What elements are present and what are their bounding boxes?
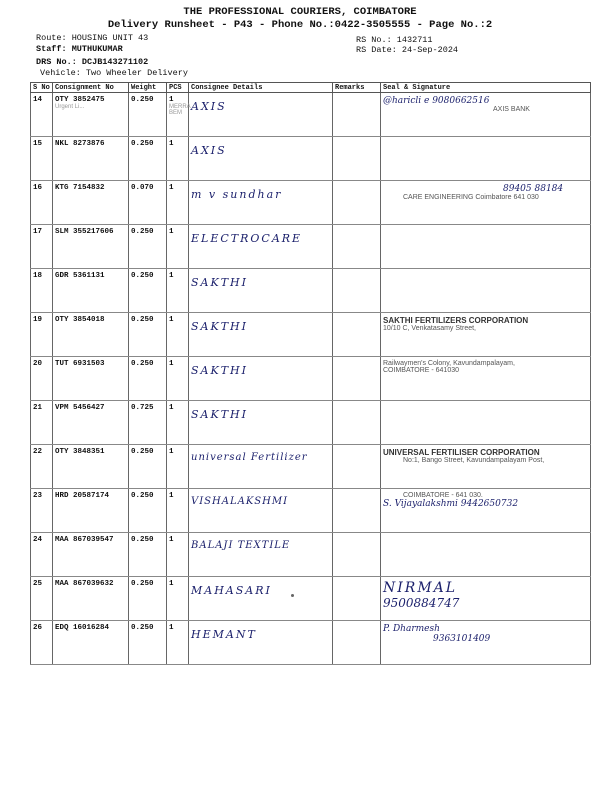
cell-consignment: OTY 3854018 (53, 313, 129, 357)
cell-consignee (189, 225, 333, 269)
cell-seal (381, 93, 591, 137)
cell-remarks (333, 93, 381, 137)
cell-sno: 21 (31, 401, 53, 445)
cell-consignee (189, 313, 333, 357)
cell-weight: 0.250 (129, 621, 167, 665)
rs-no-label: RS No.: 1432711 (356, 35, 433, 45)
col-consignee: Consignee Details (189, 83, 333, 93)
staff-label: Staff: MUTHUKUMAR (36, 44, 123, 54)
cell-pcs: 1 (167, 181, 189, 225)
cell-seal (381, 489, 591, 533)
cell-pcs: 1 (167, 489, 189, 533)
table-row (31, 181, 591, 225)
consignee-handwriting: AXIS (191, 100, 227, 113)
table-row (31, 621, 591, 665)
cell-pcs: 1 (167, 533, 189, 577)
consignee-handwriting: VISHALAKSHMI (191, 496, 289, 507)
cell-sno: 26 (31, 621, 53, 665)
cell-pcs: 1 (167, 621, 189, 665)
stamp-text: 10/10 C, Venkatasamy Street, (383, 325, 476, 332)
stamp-text: Railwaymen's Colony, Kavundampalayam, (383, 360, 515, 367)
cell-weight: 0.070 (129, 181, 167, 225)
col-weight: Weight (129, 83, 167, 93)
consignee-handwriting: SAKTHI (191, 320, 248, 333)
cell-weight: 0.250 (129, 489, 167, 533)
signature: NIRMAL (383, 580, 458, 596)
signature: S. Vijayalakshmi 9442650732 (383, 499, 519, 509)
cell-seal (381, 137, 591, 181)
cell-remarks (333, 489, 381, 533)
table-row (31, 445, 591, 489)
rs-date-label: RS Date: 24-Sep-2024 (356, 45, 459, 55)
consignee-handwriting: HEMANT (191, 628, 257, 641)
table-row (31, 357, 591, 401)
cell-sno: 18 (31, 269, 53, 313)
cell-pcs: 1 (167, 357, 189, 401)
table-row (31, 533, 591, 577)
cell-pcs: 1 (167, 137, 189, 181)
cell-remarks (333, 225, 381, 269)
table-row (31, 401, 591, 445)
cell-sno: 16 (31, 181, 53, 225)
cell-sno: 25 (31, 577, 53, 621)
cell-remarks (333, 137, 381, 181)
table-row (31, 93, 591, 137)
consignee-handwriting: AXIS (191, 144, 227, 157)
cell-consignment: MAA 867039632 (53, 577, 129, 621)
stamp-text: UNIVERSAL FERTILISER CORPORATION (383, 448, 540, 457)
ghost-text: MERRA (169, 104, 191, 110)
ghost-text: Urgent Li... (55, 104, 85, 110)
cell-sno: 22 (31, 445, 53, 489)
cell-remarks (333, 577, 381, 621)
cell-consignment: SLM 355217606 (53, 225, 129, 269)
cell-sno: 23 (31, 489, 53, 533)
cell-pcs: 1 (167, 577, 189, 621)
runsheet-table (30, 82, 591, 665)
runsheet-title: Delivery Runsheet - P43 - Phone No.:0422-3505555 - Page No.:2 (107, 19, 493, 31)
cell-seal (381, 577, 591, 621)
cell-seal (381, 533, 591, 577)
cell-consignment: GDR 5361131 (53, 269, 129, 313)
cell-consignee (189, 269, 333, 313)
table-row (31, 269, 591, 313)
cell-sno: 20 (31, 357, 53, 401)
cell-consignee (189, 93, 333, 137)
consignee-handwriting: BALAJI TEXTILE (191, 540, 291, 551)
cell-seal (381, 181, 591, 225)
cell-consignment: EDQ 16016284 (53, 621, 129, 665)
drs-label: DRS No.: DCJB143271102 (36, 57, 149, 67)
consignee-handwriting: MAHASARI (191, 584, 272, 597)
col-consignment: Consignment No (53, 83, 129, 93)
table-row (31, 313, 591, 357)
table-row (31, 489, 591, 533)
signature: 9500884747 (383, 596, 460, 610)
consignment-no: OTY 3852475 (55, 96, 105, 104)
cell-consignee (189, 621, 333, 665)
cell-remarks (333, 357, 381, 401)
signature: @haricli e 9080662516 (383, 96, 490, 106)
cell-pcs: 1 (167, 401, 189, 445)
table-header-row (31, 83, 591, 93)
cell-remarks (333, 181, 381, 225)
col-seal: Seal & Signature (381, 83, 591, 93)
cell-weight: 0.725 (129, 401, 167, 445)
cell-pcs: 1 (167, 269, 189, 313)
cell-seal (381, 621, 591, 665)
cell-weight: 0.250 (129, 137, 167, 181)
consignee-handwriting: SAKTHI (191, 408, 248, 421)
cell-weight: 0.250 (129, 225, 167, 269)
cell-remarks (333, 401, 381, 445)
cell-consignee (189, 533, 333, 577)
col-pcs: PCS (167, 83, 189, 93)
cell-consignee (189, 577, 333, 621)
stamp-text: COIMBATORE - 641030 (383, 367, 459, 374)
cell-consignment (53, 93, 129, 137)
company-title: THE PROFESSIONAL COURIERS, COIMBATORE (183, 6, 417, 18)
stray-dot (291, 594, 294, 597)
col-remarks: Remarks (333, 83, 381, 93)
cell-consignment: MAA 867039547 (53, 533, 129, 577)
cell-weight: 0.250 (129, 93, 167, 137)
cell-consignee (189, 357, 333, 401)
table-row (31, 225, 591, 269)
cell-consignee (189, 181, 333, 225)
cell-consignment: VPM 5456427 (53, 401, 129, 445)
cell-weight: 0.250 (129, 357, 167, 401)
cell-weight: 0.250 (129, 269, 167, 313)
cell-consignee (189, 445, 333, 489)
vehicle-label: Vehicle: Two Wheeler Delivery (40, 68, 188, 78)
cell-remarks (333, 445, 381, 489)
cell-remarks (333, 533, 381, 577)
ghost-text: BEM (169, 110, 183, 116)
cell-pcs: 1 (167, 225, 189, 269)
cell-weight: 0.250 (129, 445, 167, 489)
cell-weight: 0.250 (129, 533, 167, 577)
cell-seal (381, 445, 591, 489)
cell-seal (381, 269, 591, 313)
stamp-text: AXIS BANK (493, 106, 530, 113)
cell-seal (381, 357, 591, 401)
cell-consignment: NKL 8273876 (53, 137, 129, 181)
signature: P. Dharmesh (383, 624, 440, 634)
cell-seal (381, 401, 591, 445)
cell-consignment: HRD 20587174 (53, 489, 129, 533)
cell-consignment: KTG 7154832 (53, 181, 129, 225)
consignee-handwriting: SAKTHI (191, 364, 248, 377)
consignee-handwriting: SAKTHI (191, 276, 248, 289)
signature: 9363101409 (433, 634, 491, 644)
cell-sno: 17 (31, 225, 53, 269)
cell-remarks (333, 313, 381, 357)
signature: 89405 88184 (503, 184, 564, 194)
cell-consignee (189, 401, 333, 445)
cell-pcs (167, 93, 189, 137)
consignee-handwriting: universal Fertilizer (191, 452, 308, 463)
cell-consignment: OTY 3848351 (53, 445, 129, 489)
cell-remarks (333, 269, 381, 313)
consignee-handwriting: ELECTROCARE (191, 232, 303, 245)
table-row (31, 577, 591, 621)
cell-sno: 24 (31, 533, 53, 577)
pcs-value: 1 (169, 96, 174, 104)
cell-remarks (333, 621, 381, 665)
cell-sno: 15 (31, 137, 53, 181)
stamp-text: COIMBATORE - 641 030. (403, 492, 483, 499)
cell-seal (381, 225, 591, 269)
stamp-text: No:1, Bango Street, Kavundampalayam Post, (403, 457, 545, 464)
cell-sno: 19 (31, 313, 53, 357)
cell-consignment: TUT 6931503 (53, 357, 129, 401)
col-sno: S No (31, 83, 53, 93)
stamp-text: CARE ENGINEERING Coimbatore 641 030 (403, 194, 539, 201)
consignee-handwriting: m v sundhar (191, 188, 283, 201)
cell-weight: 0.250 (129, 577, 167, 621)
cell-consignee (189, 489, 333, 533)
table-row (31, 137, 591, 181)
cell-pcs: 1 (167, 313, 189, 357)
cell-weight: 0.250 (129, 313, 167, 357)
cell-seal (381, 313, 591, 357)
cell-consignee (189, 137, 333, 181)
route-label: Route: HOUSING UNIT 43 (36, 33, 149, 43)
stamp-text: SAKTHI FERTILIZERS CORPORATION (383, 316, 529, 325)
cell-sno: 14 (31, 93, 53, 137)
cell-pcs: 1 (167, 445, 189, 489)
